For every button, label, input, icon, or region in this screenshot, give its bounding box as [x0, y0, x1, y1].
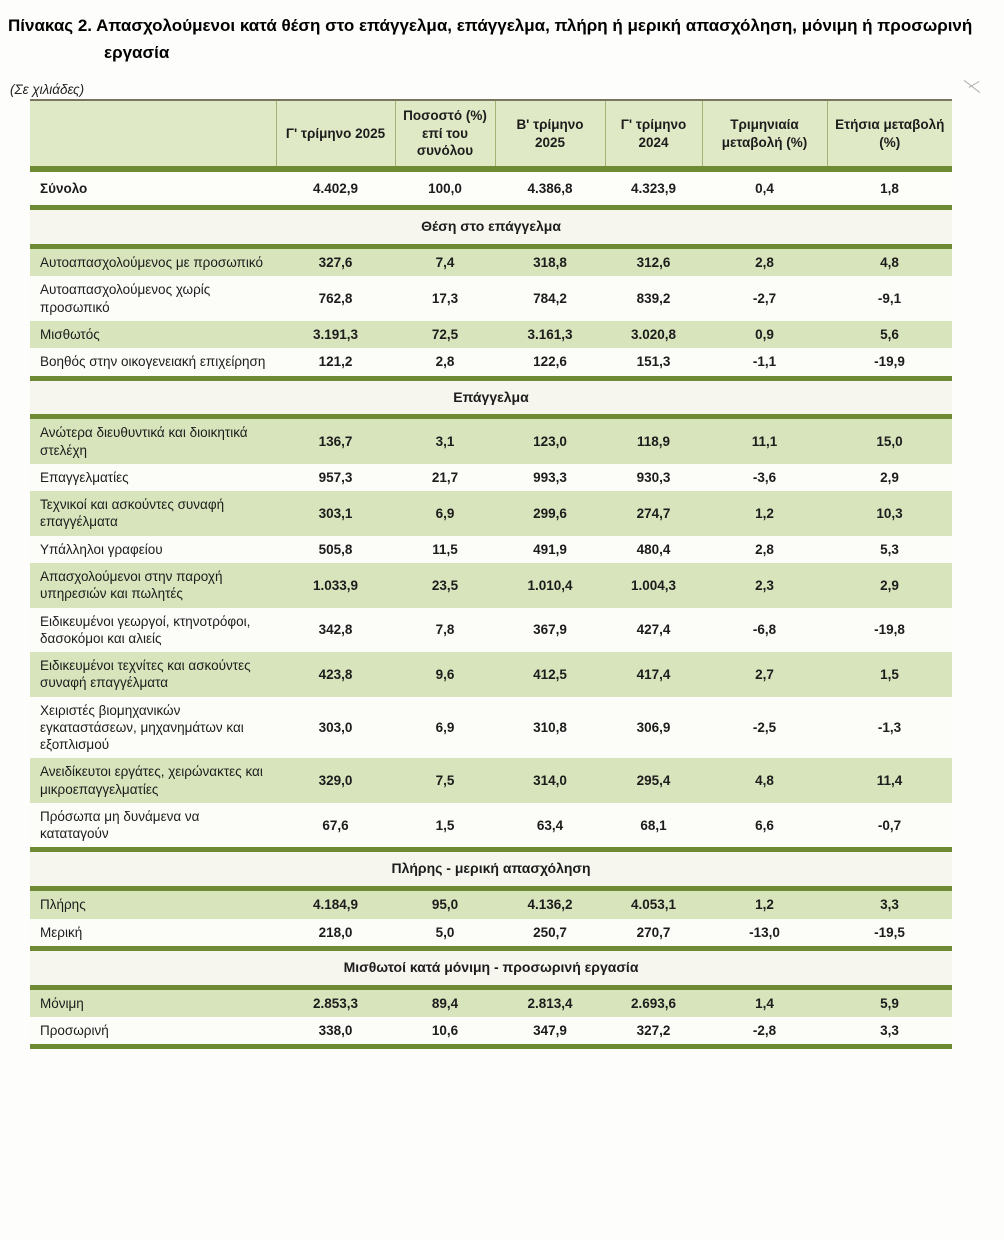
header-row — [30, 100, 952, 169]
cell-value: 2,8 — [702, 536, 827, 563]
cell-value: 930,3 — [605, 464, 702, 491]
table-row — [30, 987, 952, 1017]
cell-value: 68,1 — [605, 803, 702, 850]
cell-value: 427,4 — [605, 608, 702, 653]
employment-table — [30, 99, 952, 1049]
cell-value: 0,4 — [702, 169, 827, 208]
row-label: Πρόσωπα μη δυνάμενα να καταταγούν — [30, 803, 276, 850]
table-body — [30, 169, 952, 1047]
table-header — [30, 100, 952, 169]
table-row — [30, 491, 952, 536]
column-header-empty — [30, 100, 276, 169]
cell-value: 4.184,9 — [276, 889, 395, 919]
row-label: Μερική — [30, 919, 276, 949]
cell-value: 367,9 — [495, 608, 605, 653]
cell-value: 1.010,4 — [495, 563, 605, 608]
cell-value: -6,8 — [702, 608, 827, 653]
cell-value: -19,9 — [827, 348, 952, 378]
row-label: Προσωρινή — [30, 1017, 276, 1047]
cell-value: 63,4 — [495, 803, 605, 850]
cell-value: -2,5 — [702, 697, 827, 759]
cell-value: 5,0 — [395, 919, 495, 949]
cell-value: 67,6 — [276, 803, 395, 850]
row-label: Απασχολούμενοι στην παροχή υπηρεσιών και πωλητές — [30, 563, 276, 608]
cell-value: 5,3 — [827, 536, 952, 563]
cell-value: 21,7 — [395, 464, 495, 491]
cell-value: -13,0 — [702, 919, 827, 949]
cell-value: 4.402,9 — [276, 169, 395, 208]
cell-value: 6,9 — [395, 697, 495, 759]
table-row — [30, 247, 952, 277]
cell-value: 480,4 — [605, 536, 702, 563]
cell-value: 5,6 — [827, 321, 952, 348]
section-heading-row — [30, 378, 952, 417]
cell-value: -0,7 — [827, 803, 952, 850]
section-heading-row — [30, 208, 952, 247]
table-row — [30, 536, 952, 563]
row-label: Ειδικευμένοι τεχνίτες και ασκούντες συναφή επαγγέλματα — [30, 652, 276, 697]
cell-value: 2,7 — [702, 652, 827, 697]
cell-value: 303,1 — [276, 491, 395, 536]
table-row — [30, 563, 952, 608]
cell-value: 6,6 — [702, 803, 827, 850]
cell-value: 3,3 — [827, 1017, 952, 1047]
cell-value: 23,5 — [395, 563, 495, 608]
row-label: Τεχνικοί και ασκούντες συναφή επαγγέλματα — [30, 491, 276, 536]
cell-value: 95,0 — [395, 889, 495, 919]
row-label: Ανειδίκευτοι εργάτες, χειρώνακτες και μικροεπαγγελματίες — [30, 758, 276, 803]
cell-value: 274,7 — [605, 491, 702, 536]
cell-value: 2,8 — [702, 247, 827, 277]
cell-value: 3.161,3 — [495, 321, 605, 348]
row-label: Μισθωτός — [30, 321, 276, 348]
table-row — [30, 758, 952, 803]
cell-value: 314,0 — [495, 758, 605, 803]
cell-value: 122,6 — [495, 348, 605, 378]
cell-value: 1,2 — [702, 491, 827, 536]
column-header-quarterly-change: Τριμηνιαία μεταβολή (%) — [702, 100, 827, 169]
section-heading-row — [30, 948, 952, 987]
cell-value: 3.191,3 — [276, 321, 395, 348]
section-heading: Επάγγελμα — [30, 378, 952, 417]
cell-value: 2.853,3 — [276, 987, 395, 1017]
row-label: Σύνολο — [30, 169, 276, 208]
cell-value: 3,3 — [827, 889, 952, 919]
cell-value: -3,6 — [702, 464, 827, 491]
cell-value: 505,8 — [276, 536, 395, 563]
row-label: Αυτοαπασχολούμενος με προσωπικό — [30, 247, 276, 277]
cell-value: 2,8 — [395, 348, 495, 378]
cell-value: 218,0 — [276, 919, 395, 949]
cell-value: -2,8 — [702, 1017, 827, 1047]
table-row — [30, 803, 952, 850]
cell-value: 3.020,8 — [605, 321, 702, 348]
cell-value: 423,8 — [276, 652, 395, 697]
row-label: Υπάλληλοι γραφείου — [30, 536, 276, 563]
cell-value: 1,8 — [827, 169, 952, 208]
cell-value: 327,2 — [605, 1017, 702, 1047]
table-row — [30, 919, 952, 949]
column-header-annual-change: Ετήσια μεταβολή (%) — [827, 100, 952, 169]
cell-value: 4,8 — [827, 247, 952, 277]
cell-value: -1,1 — [702, 348, 827, 378]
cell-value: 4.136,2 — [495, 889, 605, 919]
cell-value: 2.693,6 — [605, 987, 702, 1017]
cell-value: 136,7 — [276, 417, 395, 464]
cell-value: 299,6 — [495, 491, 605, 536]
cell-value: 7,5 — [395, 758, 495, 803]
cell-value: 15,0 — [827, 417, 952, 464]
cell-value: 2.813,4 — [495, 987, 605, 1017]
cell-value: 1.033,9 — [276, 563, 395, 608]
cell-value: -1,3 — [827, 697, 952, 759]
cell-value: 957,3 — [276, 464, 395, 491]
cell-value: 329,0 — [276, 758, 395, 803]
cell-value: 11,1 — [702, 417, 827, 464]
row-label: Βοηθός στην οικογενειακή επιχείρηση — [30, 348, 276, 378]
cell-value: 4.053,1 — [605, 889, 702, 919]
units-note: (Σε χιλιάδες) — [10, 82, 85, 98]
cell-value: 270,7 — [605, 919, 702, 949]
cell-value: 100,0 — [395, 169, 495, 208]
cell-value: 250,7 — [495, 919, 605, 949]
cell-value: 0,9 — [702, 321, 827, 348]
row-label: Μόνιμη — [30, 987, 276, 1017]
row-label: Επαγγελματίες — [30, 464, 276, 491]
cell-value: 2,9 — [827, 464, 952, 491]
column-header-q2-2025: Β' τρίμηνο 2025 — [495, 100, 605, 169]
section-heading: Πλήρης - μερική απασχόληση — [30, 850, 952, 889]
cell-value: 72,5 — [395, 321, 495, 348]
cell-value: 4,8 — [702, 758, 827, 803]
cell-value: -9,1 — [827, 276, 952, 321]
cell-value: 1,2 — [702, 889, 827, 919]
cell-value: 303,0 — [276, 697, 395, 759]
section-heading: Θέση στο επάγγελμα — [30, 208, 952, 247]
cell-value: 11,4 — [827, 758, 952, 803]
cell-value: 4.386,8 — [495, 169, 605, 208]
table-row — [30, 417, 952, 464]
cell-value: 839,2 — [605, 276, 702, 321]
table-row — [30, 889, 952, 919]
cell-value: 417,4 — [605, 652, 702, 697]
table-row — [30, 608, 952, 653]
cell-value: 1,4 — [702, 987, 827, 1017]
cell-value: 338,0 — [276, 1017, 395, 1047]
cell-value: 121,2 — [276, 348, 395, 378]
cell-value: 11,5 — [395, 536, 495, 563]
cell-value: 4.323,9 — [605, 169, 702, 208]
cell-value: 89,4 — [395, 987, 495, 1017]
cell-value: 295,4 — [605, 758, 702, 803]
cell-value: 412,5 — [495, 652, 605, 697]
row-label: Αυτοαπασχολούμενος χωρίς προσωπικό — [30, 276, 276, 321]
cell-value: 118,9 — [605, 417, 702, 464]
cell-value: 10,6 — [395, 1017, 495, 1047]
cell-value: 993,3 — [495, 464, 605, 491]
page-title: Πίνακας 2. Απασχολούμενοι κατά θέση στο επάγγελμα, επάγγελμα, πλήρη ή μερική απασχόληση, μόνιμη ή προσωρινή εργασία — [8, 16, 973, 63]
cell-value: 2,3 — [702, 563, 827, 608]
cell-value: 7,8 — [395, 608, 495, 653]
column-header-percent-of-total: Ποσοστό (%) επί του συνόλου — [395, 100, 495, 169]
table-row — [30, 321, 952, 348]
cell-value: 762,8 — [276, 276, 395, 321]
cell-value: 9,6 — [395, 652, 495, 697]
cell-value: 784,2 — [495, 276, 605, 321]
cell-value: -19,5 — [827, 919, 952, 949]
cell-value: 7,4 — [395, 247, 495, 277]
cell-value: 10,3 — [827, 491, 952, 536]
cell-value: 1,5 — [827, 652, 952, 697]
table-row-total — [30, 169, 952, 208]
row-label: Χειριστές βιομηχανικών εγκαταστάσεων, μηχανημάτων και εξοπλισμού — [30, 697, 276, 759]
cell-value: 6,9 — [395, 491, 495, 536]
section-heading-row — [30, 850, 952, 889]
table-row — [30, 348, 952, 378]
cell-value: -19,8 — [827, 608, 952, 653]
cell-value: 327,6 — [276, 247, 395, 277]
cell-value: 347,9 — [495, 1017, 605, 1047]
cell-value: 342,8 — [276, 608, 395, 653]
cell-value: 3,1 — [395, 417, 495, 464]
cell-value: 5,9 — [827, 987, 952, 1017]
row-label: Πλήρης — [30, 889, 276, 919]
cell-value: 306,9 — [605, 697, 702, 759]
table-row — [30, 697, 952, 759]
table-row — [30, 464, 952, 491]
cell-value: 151,3 — [605, 348, 702, 378]
cell-value: 1,5 — [395, 803, 495, 850]
column-header-q3-2024: Γ' τρίμηνο 2024 — [605, 100, 702, 169]
cell-value: 17,3 — [395, 276, 495, 321]
cell-value: 1.004,3 — [605, 563, 702, 608]
section-heading: Μισθωτοί κατά μόνιμη - προσωρινή εργασία — [30, 948, 952, 987]
cell-value: 318,8 — [495, 247, 605, 277]
row-label: Ανώτερα διευθυντικά και διοικητικά στελέχη — [30, 417, 276, 464]
table-row — [30, 1017, 952, 1047]
cell-value: 123,0 — [495, 417, 605, 464]
table-row — [30, 276, 952, 321]
corner-fold-icon — [962, 80, 980, 94]
cell-value: 491,9 — [495, 536, 605, 563]
column-header-q3-2025: Γ' τρίμηνο 2025 — [276, 100, 395, 169]
table-row — [30, 652, 952, 697]
cell-value: 312,6 — [605, 247, 702, 277]
row-label: Ειδικευμένοι γεωργοί, κτηνοτρόφοι, δασοκόμοι και αλιείς — [30, 608, 276, 653]
cell-value: 310,8 — [495, 697, 605, 759]
cell-value: -2,7 — [702, 276, 827, 321]
cell-value: 2,9 — [827, 563, 952, 608]
